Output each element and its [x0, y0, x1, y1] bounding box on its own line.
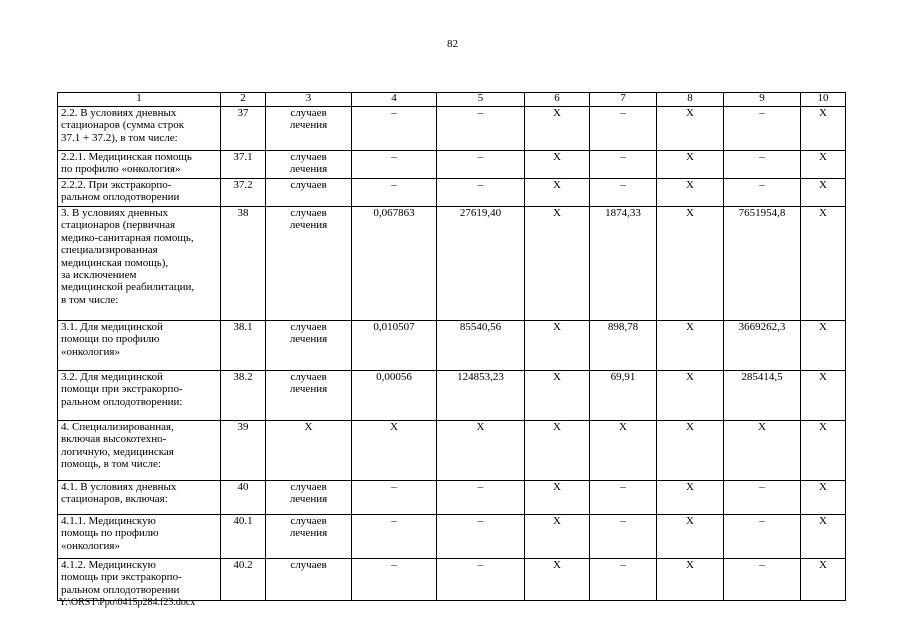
table-cell-col5: 85540,56	[437, 321, 525, 371]
table-cell-col7: 898,78	[590, 321, 657, 371]
header-cell-10: 10	[801, 93, 846, 107]
table-cell-col1: 3.1. Для медицинской помощи по профилю «онкология»	[58, 321, 221, 371]
table-cell-col6: X	[525, 515, 590, 559]
table-cell-col8: X	[657, 515, 724, 559]
table-cell-col1: 4.1.2. Медицинскую помощь при экстракорпо- ральном оплодотворении	[58, 559, 221, 601]
table-cell-col5: 27619,40	[437, 207, 525, 321]
table-cell-col9: 7651954,8	[724, 207, 801, 321]
table-cell-col4: –	[352, 151, 437, 179]
table-cell-col1: 2.2. В условиях дневных стационаров (сумма строк 37.1 + 37.2), в том числе:	[58, 107, 221, 151]
header-cell-8: 8	[657, 93, 724, 107]
table-cell-col7: –	[590, 515, 657, 559]
table-cell-col9: 3669262,3	[724, 321, 801, 371]
table-cell-col1: 2.2.2. При экстракорпо- ральном оплодотворении	[58, 179, 221, 207]
table-cell-col10: X	[801, 321, 846, 371]
footer-file-path: Y:\ORST\Ppo\0415p284.f23.docx	[59, 597, 196, 608]
table-cell-col1: 4.1.1. Медицинскую помощь по профилю «онкология»	[58, 515, 221, 559]
table-cell-col3: случаев лечения	[266, 207, 352, 321]
table-cell-col3: случаев лечения	[266, 515, 352, 559]
table-cell-col9: 285414,5	[724, 371, 801, 421]
table-cell-col6: X	[525, 107, 590, 151]
table-cell-col3: случаев лечения	[266, 151, 352, 179]
table-row	[58, 321, 846, 371]
header-cell-5: 5	[437, 93, 525, 107]
table-cell-col8: X	[657, 179, 724, 207]
table-cell-col7: –	[590, 107, 657, 151]
table-cell-col4: X	[352, 421, 437, 481]
table-cell-col4: 0,00056	[352, 371, 437, 421]
table-cell-col10: X	[801, 107, 846, 151]
table-cell-col10: X	[801, 151, 846, 179]
table-cell-col3: X	[266, 421, 352, 481]
table-cell-col7: X	[590, 421, 657, 481]
table-cell-col7: –	[590, 481, 657, 515]
table-cell-col10: X	[801, 481, 846, 515]
table-row	[58, 421, 846, 481]
table-cell-col2: 38.2	[221, 371, 266, 421]
table-cell-col10: X	[801, 559, 846, 601]
table-cell-col10: X	[801, 421, 846, 481]
table-cell-col8: X	[657, 371, 724, 421]
table-cell-col8: X	[657, 151, 724, 179]
table-cell-col2: 40	[221, 481, 266, 515]
table-cell-col6: X	[525, 321, 590, 371]
table-row	[58, 107, 846, 151]
table-row	[58, 515, 846, 559]
header-cell-6: 6	[525, 93, 590, 107]
table-cell-col9: –	[724, 515, 801, 559]
table-cell-col6: X	[525, 179, 590, 207]
table-cell-col6: X	[525, 421, 590, 481]
table-cell-col4: 0,010507	[352, 321, 437, 371]
table-cell-col3: случаев лечения	[266, 321, 352, 371]
table-row	[58, 151, 846, 179]
table-cell-col7: –	[590, 559, 657, 601]
table-cell-col5: –	[437, 559, 525, 601]
table-cell-col6: X	[525, 371, 590, 421]
table-cell-col2: 40.2	[221, 559, 266, 601]
table-cell-col2: 37.2	[221, 179, 266, 207]
table-cell-col1: 2.2.1. Медицинская помощь по профилю «онкология»	[58, 151, 221, 179]
table-cell-col10: X	[801, 179, 846, 207]
table-cell-col4: 0,067863	[352, 207, 437, 321]
table-cell-col4: –	[352, 515, 437, 559]
table-cell-col8: X	[657, 107, 724, 151]
table-cell-col6: X	[525, 151, 590, 179]
table-cell-col10: X	[801, 207, 846, 321]
table-cell-col9: –	[724, 179, 801, 207]
table-cell-col1: 3. В условиях дневных стационаров (первичная медико-санитарная помощь, специализированная медицинская помощь), за исключением медицинской реабилитации, в том числе:	[58, 207, 221, 321]
table-cell-col5: –	[437, 107, 525, 151]
table-cell-col8: X	[657, 207, 724, 321]
table-cell-col9: –	[724, 559, 801, 601]
header-cell-4: 4	[352, 93, 437, 107]
table-row	[58, 207, 846, 321]
table-cell-col8: X	[657, 559, 724, 601]
page-number: 82	[447, 38, 458, 50]
table-cell-col3: случаев	[266, 559, 352, 601]
table-cell-col4: –	[352, 107, 437, 151]
table-cell-col7: –	[590, 179, 657, 207]
table-cell-col7: 69,91	[590, 371, 657, 421]
table-cell-col8: X	[657, 481, 724, 515]
table-cell-col3: случаев лечения	[266, 107, 352, 151]
header-cell-3: 3	[266, 93, 352, 107]
header-cell-9: 9	[724, 93, 801, 107]
table-cell-col9: –	[724, 151, 801, 179]
table-cell-col3: случаев	[266, 179, 352, 207]
table-cell-col8: X	[657, 321, 724, 371]
table-cell-col9: –	[724, 107, 801, 151]
table-cell-col5: –	[437, 151, 525, 179]
table-cell-col4: –	[352, 559, 437, 601]
table-cell-col5: 124853,23	[437, 371, 525, 421]
table-cell-col3: случаев лечения	[266, 371, 352, 421]
table-cell-col1: 4. Специализированная, включая высокотехно- логичную, медицинская помощь, в том числе:	[58, 421, 221, 481]
header-cell-2: 2	[221, 93, 266, 107]
table-cell-col2: 37	[221, 107, 266, 151]
table-cell-col6: X	[525, 207, 590, 321]
table-cell-col1: 4.1. В условиях дневных стационаров, включая:	[58, 481, 221, 515]
table-cell-col2: 38.1	[221, 321, 266, 371]
table-cell-col7: –	[590, 151, 657, 179]
header-row	[58, 93, 846, 107]
table-row	[58, 481, 846, 515]
data-table	[57, 92, 846, 601]
table-cell-col1: 3.2. Для медицинской помощи при экстракорпо- ральном оплодотворении:	[58, 371, 221, 421]
table-cell-col10: X	[801, 371, 846, 421]
table-cell-col8: X	[657, 421, 724, 481]
table-row	[58, 179, 846, 207]
table-cell-col2: 38	[221, 207, 266, 321]
table-cell-col9: –	[724, 481, 801, 515]
header-cell-1: 1	[58, 93, 221, 107]
table-cell-col7: 1874,33	[590, 207, 657, 321]
table-cell-col5: –	[437, 179, 525, 207]
table-cell-col6: X	[525, 559, 590, 601]
table-cell-col3: случаев лечения	[266, 481, 352, 515]
table-cell-col4: –	[352, 179, 437, 207]
table-cell-col4: –	[352, 481, 437, 515]
table-cell-col5: –	[437, 481, 525, 515]
table-cell-col2: 39	[221, 421, 266, 481]
table-cell-col5: –	[437, 515, 525, 559]
table-cell-col5: X	[437, 421, 525, 481]
table-cell-col9: X	[724, 421, 801, 481]
header-cell-7: 7	[590, 93, 657, 107]
table-row	[58, 371, 846, 421]
table-row	[58, 559, 846, 601]
table-cell-col10: X	[801, 515, 846, 559]
table-cell-col2: 40.1	[221, 515, 266, 559]
table-cell-col2: 37.1	[221, 151, 266, 179]
table-cell-col6: X	[525, 481, 590, 515]
